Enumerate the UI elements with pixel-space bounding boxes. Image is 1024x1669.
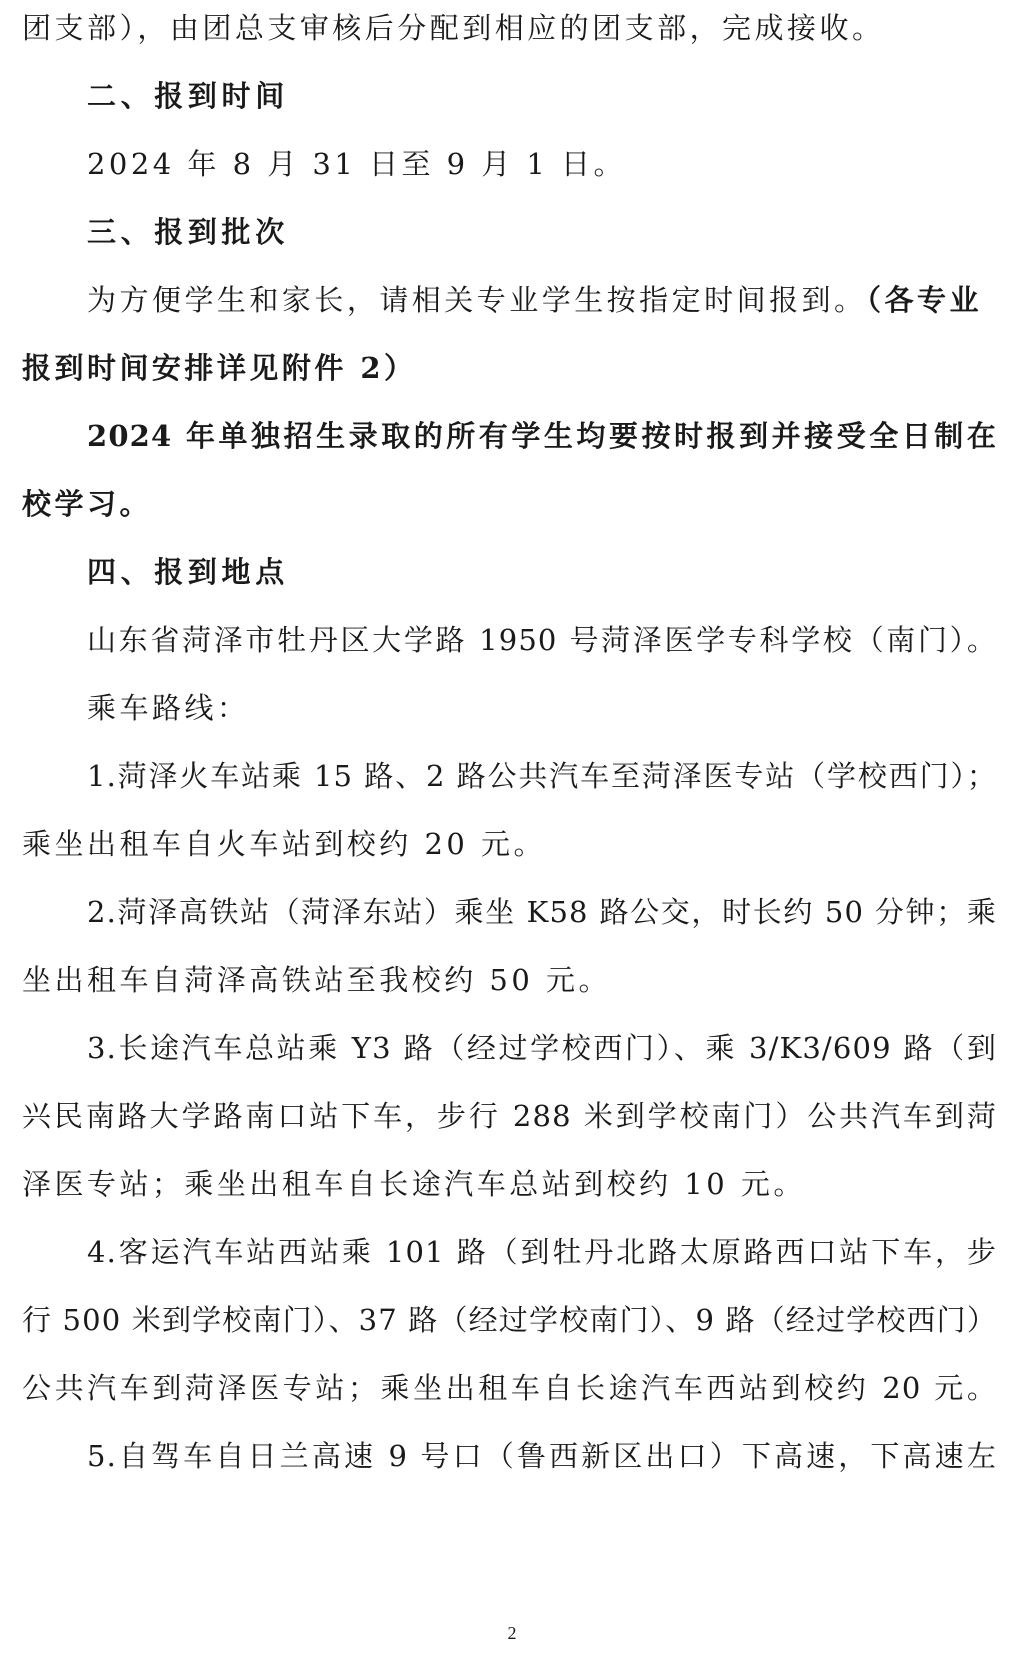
route-4-line-3: 公共汽车到菏泽医专站；乘坐出租车自长途汽车西站到校约 20 元。 bbox=[22, 1371, 997, 1405]
section-heading-registration-batch: 三、报到批次 bbox=[87, 215, 289, 249]
paragraph-batch-line-1 bbox=[87, 280, 982, 320]
route-2-line-2: 坐出租车自菏泽高铁站至我校约 50 元。 bbox=[22, 963, 611, 997]
batch-text-normal: 为方便学生和家长，请相关专业学生按指定时间报到。 bbox=[87, 283, 867, 317]
route-4-line-1: 4.客运汽车站西站乘 101 路（到牡丹北路太原路西口站下车，步 bbox=[87, 1235, 997, 1269]
section-heading-registration-time: 二、报到时间 bbox=[87, 79, 289, 113]
route-4-line-2: 行 500 米到学校南门）、37 路（经过学校南门）、9 路（经过学校西门） bbox=[22, 1303, 997, 1337]
paragraph-enrollment-line-2: 校学习。 bbox=[22, 487, 152, 521]
paragraph-batch-line-2: 报到时间安排详见附件 2） bbox=[22, 351, 417, 385]
section-heading-registration-location: 四、报到地点 bbox=[87, 555, 289, 589]
route-5-line-1: 5.自驾车自日兰高速 9 号口（鲁西新区出口）下高速，下高速左 bbox=[87, 1439, 997, 1473]
route-3-line-1: 3.长途汽车总站乘 Y3 路（经过学校西门）、乘 3/K3/609 路（到 bbox=[87, 1031, 997, 1065]
text-line-1: 团支部），由团总支审核后分配到相应的团支部，完成接收。 bbox=[22, 11, 885, 45]
text-line-registration-date: 2024 年 8 月 31 日至 9 月 1 日。 bbox=[87, 147, 627, 181]
text-line-routes-label: 乘车路线： bbox=[87, 691, 250, 725]
route-1-line-2: 乘坐出租车自火车站到校约 20 元。 bbox=[22, 827, 546, 861]
paragraph-enrollment-line-1: 2024 年单独招生录取的所有学生均要按时报到并接受全日制在 bbox=[87, 419, 997, 453]
route-3-line-2: 兴民南路大学路南口站下车，步行 288 米到学校南门）公共汽车到菏 bbox=[22, 1099, 997, 1133]
route-3-line-3: 泽医专站；乘坐出租车自长途汽车总站到校约 10 元。 bbox=[22, 1167, 806, 1201]
route-1-line-1: 1.菏泽火车站乘 15 路、2 路公共汽车至菏泽医专站（学校西门）； bbox=[87, 759, 997, 793]
batch-text-bold: （各专业 bbox=[866, 283, 982, 317]
text-line-address: 山东省菏泽市牡丹区大学路 1950 号菏泽医学专科学校（南门）。 bbox=[87, 623, 997, 657]
page-number: 2 bbox=[507, 1623, 517, 1643]
route-2-line-1: 2.菏泽高铁站（菏泽东站）乘坐 K58 路公交，时长约 50 分钟；乘 bbox=[87, 895, 997, 929]
